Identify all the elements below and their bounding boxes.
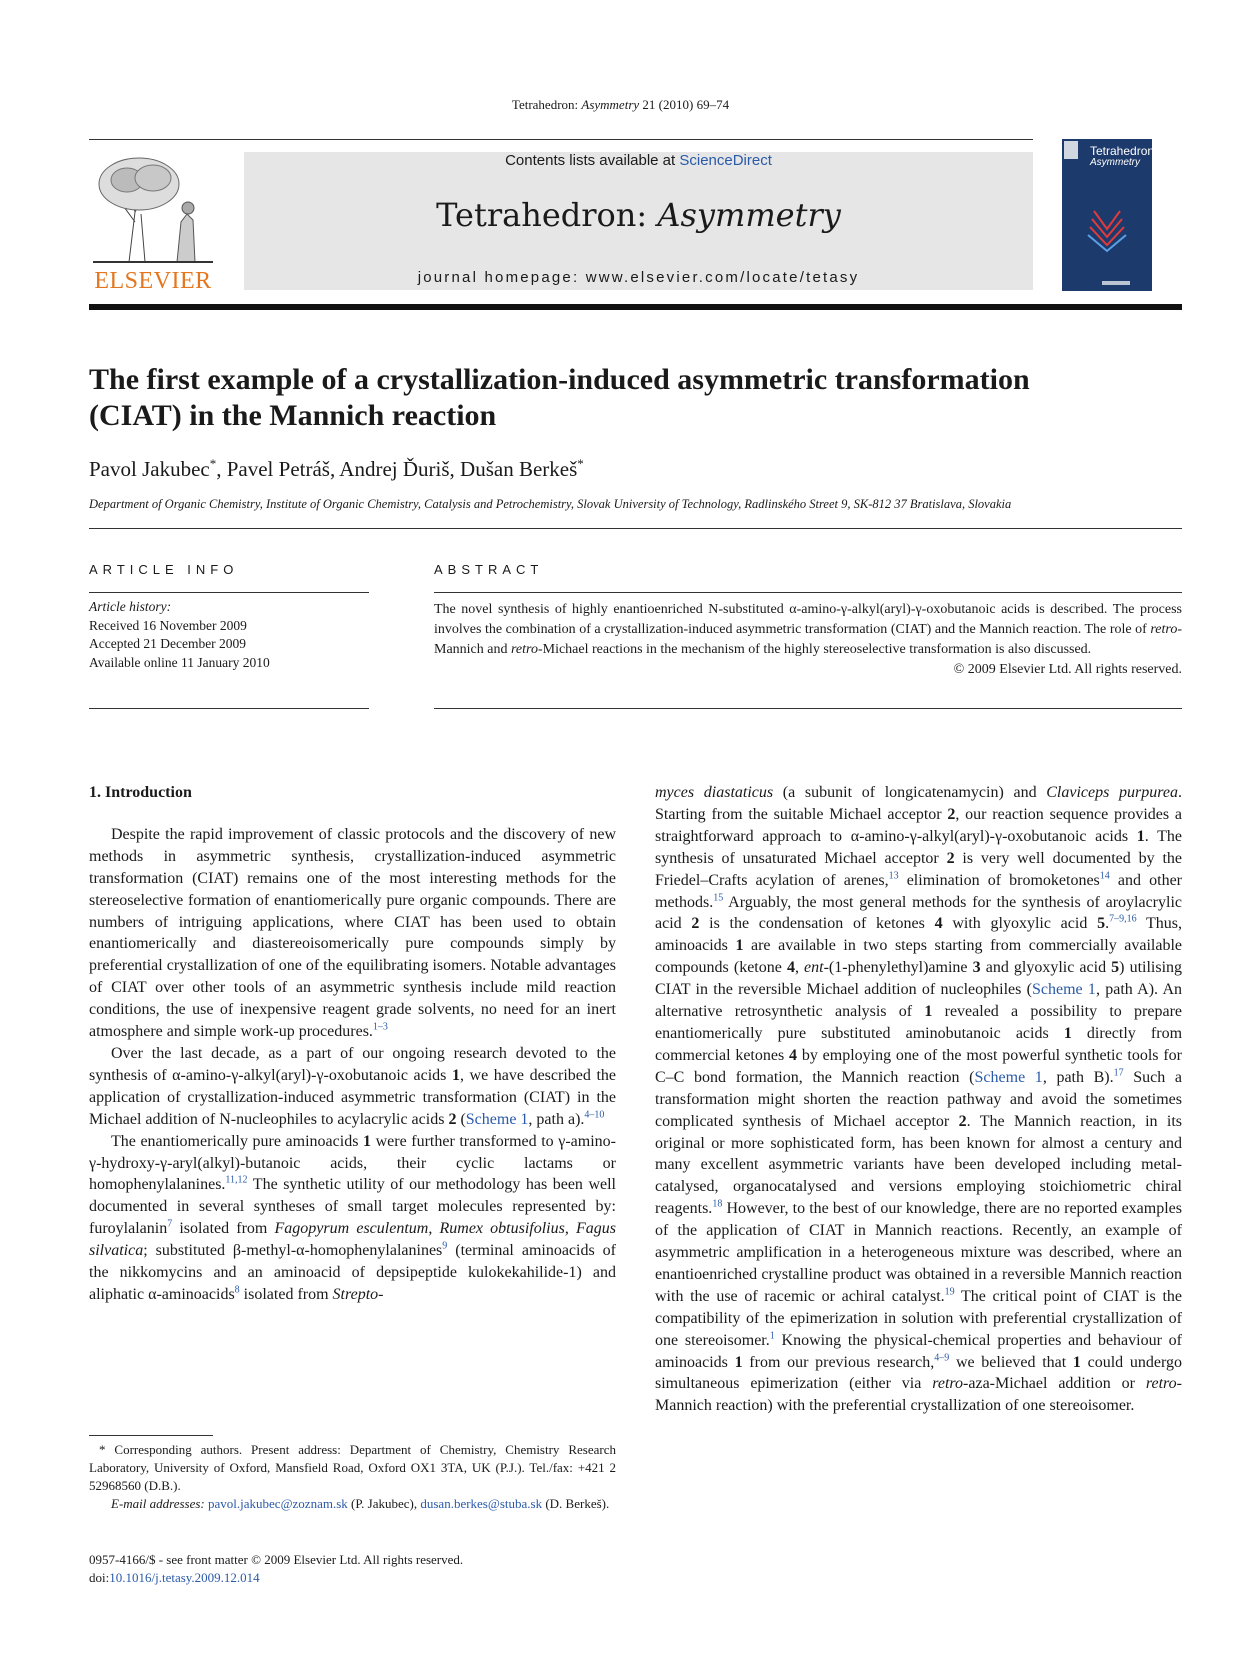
publisher-wordmark: ELSEVIER (94, 268, 212, 294)
abstract-rule-bottom (434, 708, 1182, 709)
abstract-body: The novel synthesis of highly enantioenriched N-substituted α-amino-γ-alkyl(aryl)-γ-oxobutanoic acids is described. The process involves the combination of a crystallization-induced asymmetric transformation (CIAT) and the Mannich reaction. The role of retro-Mannich and retro-Michael reactions in the mechanism of the highly stereoselective transformation is also discussed. © 2009 Elsevier Ltd. All rights reserved. (434, 600, 1182, 680)
contents-line: Contents lists available at ScienceDirect (505, 152, 772, 169)
doi-line: doi:10.1016/j.tetasy.2009.12.014 (89, 1570, 260, 1585)
cover-subtitle: Asymmetry (1090, 157, 1140, 168)
right-column (655, 782, 1182, 1417)
article-title: The first example of a crystallization-induced asymmetric transformation (CIAT) in the Mannich reaction (89, 363, 1030, 432)
affiliation-rule (89, 528, 1182, 529)
corresponding-author-footnote: * Corresponding authors. Present address: Department of Chemistry, Chemistry Research Laboratory, University of Oxford, Mansfield Road, Oxford OX1 3TA, UK (P.J.). Tel./fax: +421 2 52968560 (D.B.). E-mail addresses: pavol.jakubec@zoznam.sk (P. Jakubec), dusan.berkes@stuba.sk (D. Berkeš). (89, 1442, 616, 1511)
article-info-heading: ARTICLE INFO (89, 562, 239, 577)
scheme-1-link[interactable]: Scheme 1 (465, 1110, 529, 1128)
elsevier-logo (89, 152, 217, 294)
doi-link[interactable]: 10.1016/j.tetasy.2009.12.014 (109, 1570, 260, 1585)
journal-homepage-link[interactable]: journal homepage: www.elsevier.com/locate/tetasy (417, 269, 860, 286)
sciencedirect-link[interactable]: ScienceDirect (679, 152, 772, 169)
article-history: Article history: Received 16 November 2009 Accepted 21 December 2009 Available online 11 January 2010 (89, 599, 270, 670)
email-link-jakubec[interactable]: pavol.jakubec@zoznam.sk (208, 1496, 348, 1511)
cover-title: Tetrahedron: (1090, 144, 1158, 158)
footnote-rule (89, 1435, 213, 1436)
issn-line: 0957-4166/$ - see front matter © 2009 Elsevier Ltd. All rights reserved. (89, 1552, 464, 1567)
tree-logo-icon (89, 152, 217, 264)
email-link-berkes[interactable]: dusan.berkes@stuba.sk (420, 1496, 543, 1511)
intro-paragraph-1: Despite the rapid improvement of classic protocols and the discovery of new methods in asymmetric synthesis, crystallization-induced asymmetric transformation (CIAT) remains one of the most interesting methods for the stereoselective formation of enantiomerically pure organic compounds. There are numbers of intriguing applications, where CIAT has been used to obtain enantiomerically and diastereoisomerically pure compounds simply by preferential crystallization of one of the equilibrating isomers. Notable advantages of CIAT over other tools of an asymmetric synthesis include mild reaction conditions, the use of inexpensive reagent grade solvents, no need for an inert atmosphere and simple work-up procedures.$^{1-3}$ (89, 825, 616, 1041)
journal-citation: Tetrahedron: Asymmetry 21 (2010) 69–74 (511, 97, 730, 112)
intro-paragraph-3: The enantiomerically pure aminoacids 1 were further transformed to γ-amino-γ-hydroxy-γ-aryl(alkyl)-butanoic acids, their cyclic lactams or homophenylalanines.$^{11,12}$ The synthetic utility of our methodology has been well documented in several syntheses of small target molecules represented by: furoylalanin$^7$ isolated from Fagopyrum esculentum, Rumex obtusifolius, Fagus silvatica; substituted β-methyl-α-homophenylalanines$^9$ (terminal aminoacids of the nikkomycins and an aminoacid of depsipeptide kulokekahilide-1) and aliphatic α-aminoacids$^8$ isolated from Strepto- (89, 1132, 617, 1303)
scheme-1-link[interactable]: Scheme 1 (974, 1068, 1043, 1086)
section-heading-introduction: 1. Introduction (89, 784, 192, 801)
masthead-bottom-rule (89, 304, 1182, 310)
masthead-top-rule (89, 139, 1033, 140)
front-matter (89, 1551, 689, 1587)
left-column (89, 782, 616, 1306)
author-list: Pavol Jakubec*, Pavel Petráš, Andrej Ďuriš, Dušan Berkeš* (89, 456, 584, 481)
abstract-heading: ABSTRACT (434, 562, 544, 577)
journal-name: Tetrahedron: Asymmetry (436, 196, 841, 234)
info-rule-bottom (89, 708, 369, 709)
journal-cover (1062, 139, 1158, 291)
affiliation: Department of Organic Chemistry, Institute of Organic Chemistry, Catalysis and Petrochemistry, Slovak University of Technology, Radlinského Street 9, SK-812 37 Bratislava, Slovakia (89, 497, 1012, 511)
abstract-rule-top (434, 592, 1182, 593)
scheme-1-link[interactable]: Scheme 1 (1032, 981, 1096, 999)
intro-paragraph-2: Over the last decade, as a part of our ongoing research devoted to the synthesis of α-amino-γ-alkyl(aryl)-γ-oxobutanoic acids 1, we have described the application of crystallization-induced asymmetric transformation (CIAT) in the Michael addition of N-nucleophiles to acylacrylic acids 2 (Scheme 1, path a).$^{4-10}$ (89, 1044, 616, 1128)
right-paragraph-1: myces diastaticus (a subunit of longicatenamycin) and Claviceps purpurea. Starting from the suitable Michael acceptor 2, our reaction sequence provides a straightforward approach to α-amino-γ-alkyl(aryl)-γ-oxobutanoic acids 1. The synthesis of unsaturated Michael acceptor 2 is very well documented by the Friedel–Crafts acylation of arenes,$^{13}$ elimination of bromoketones$^{14}$ and other methods.$^{15}$ Arguably, the most general methods for the synthesis of aroylacrylic acid 2 is the condensation of ketones 4 with glyoxylic acid 5.$^{7-9,16}$ Thus, aminoacids 1 are available in two steps starting from commercially available compounds (ketone 4, ent-(1-phenylethyl)amine 3 and glyoxylic acid 5) utilising CIAT in the reversible Michael addition of nucleophiles (Scheme 1, path A). An alternative retrosynthetic analysis of 1 revealed a possibility to prepare enantiomerically pure substituted aminobutanoic acids 1 directly from commercial ketones 4 by employing one of the most powerful synthetic tools for C–C bond formation, the Mannich reaction (Scheme 1, path B).$^{17}$ Such a transformation might shorten the reaction pathway and avoid the sometimes complicated synthesis of Michael acceptor 2. The Mannich reaction, in its original or more sophisticated form, has been known for almost a century and many excellent asymmetric variants have been developed including metal-catalysed, organocatalysed and versions employing stoichiometric chiral reagents.$^{18}$ However, to the best of our knowledge, there are no reported examples of the application of CIAT in Mannich reactions. Recently, an example of asymmetric amplification in a heterogeneous mixture was described, where an enantioenriched crystalline product was obtained in a reversible Mannich reaction with the use of racemic or achiral catalyst.$^{19}$ The critical point of CIAT is the compatibility of the epimerization in solution with preferential crystallization of one stereoisomer.$^1$ Knowing the physical-chemical properties and behaviour of aminoacids 1 from our previous research,$^{4-9}$ we believed that 1 could undergo simultaneous epimerization (either via retro-aza-Michael addition or retro-Mannich reaction) with the preferential crystallization of one stereoisomer. (655, 784, 1183, 1415)
info-rule-top (89, 592, 369, 593)
abstract-copyright: © 2009 Elsevier Ltd. All rights reserved. (953, 662, 1182, 677)
